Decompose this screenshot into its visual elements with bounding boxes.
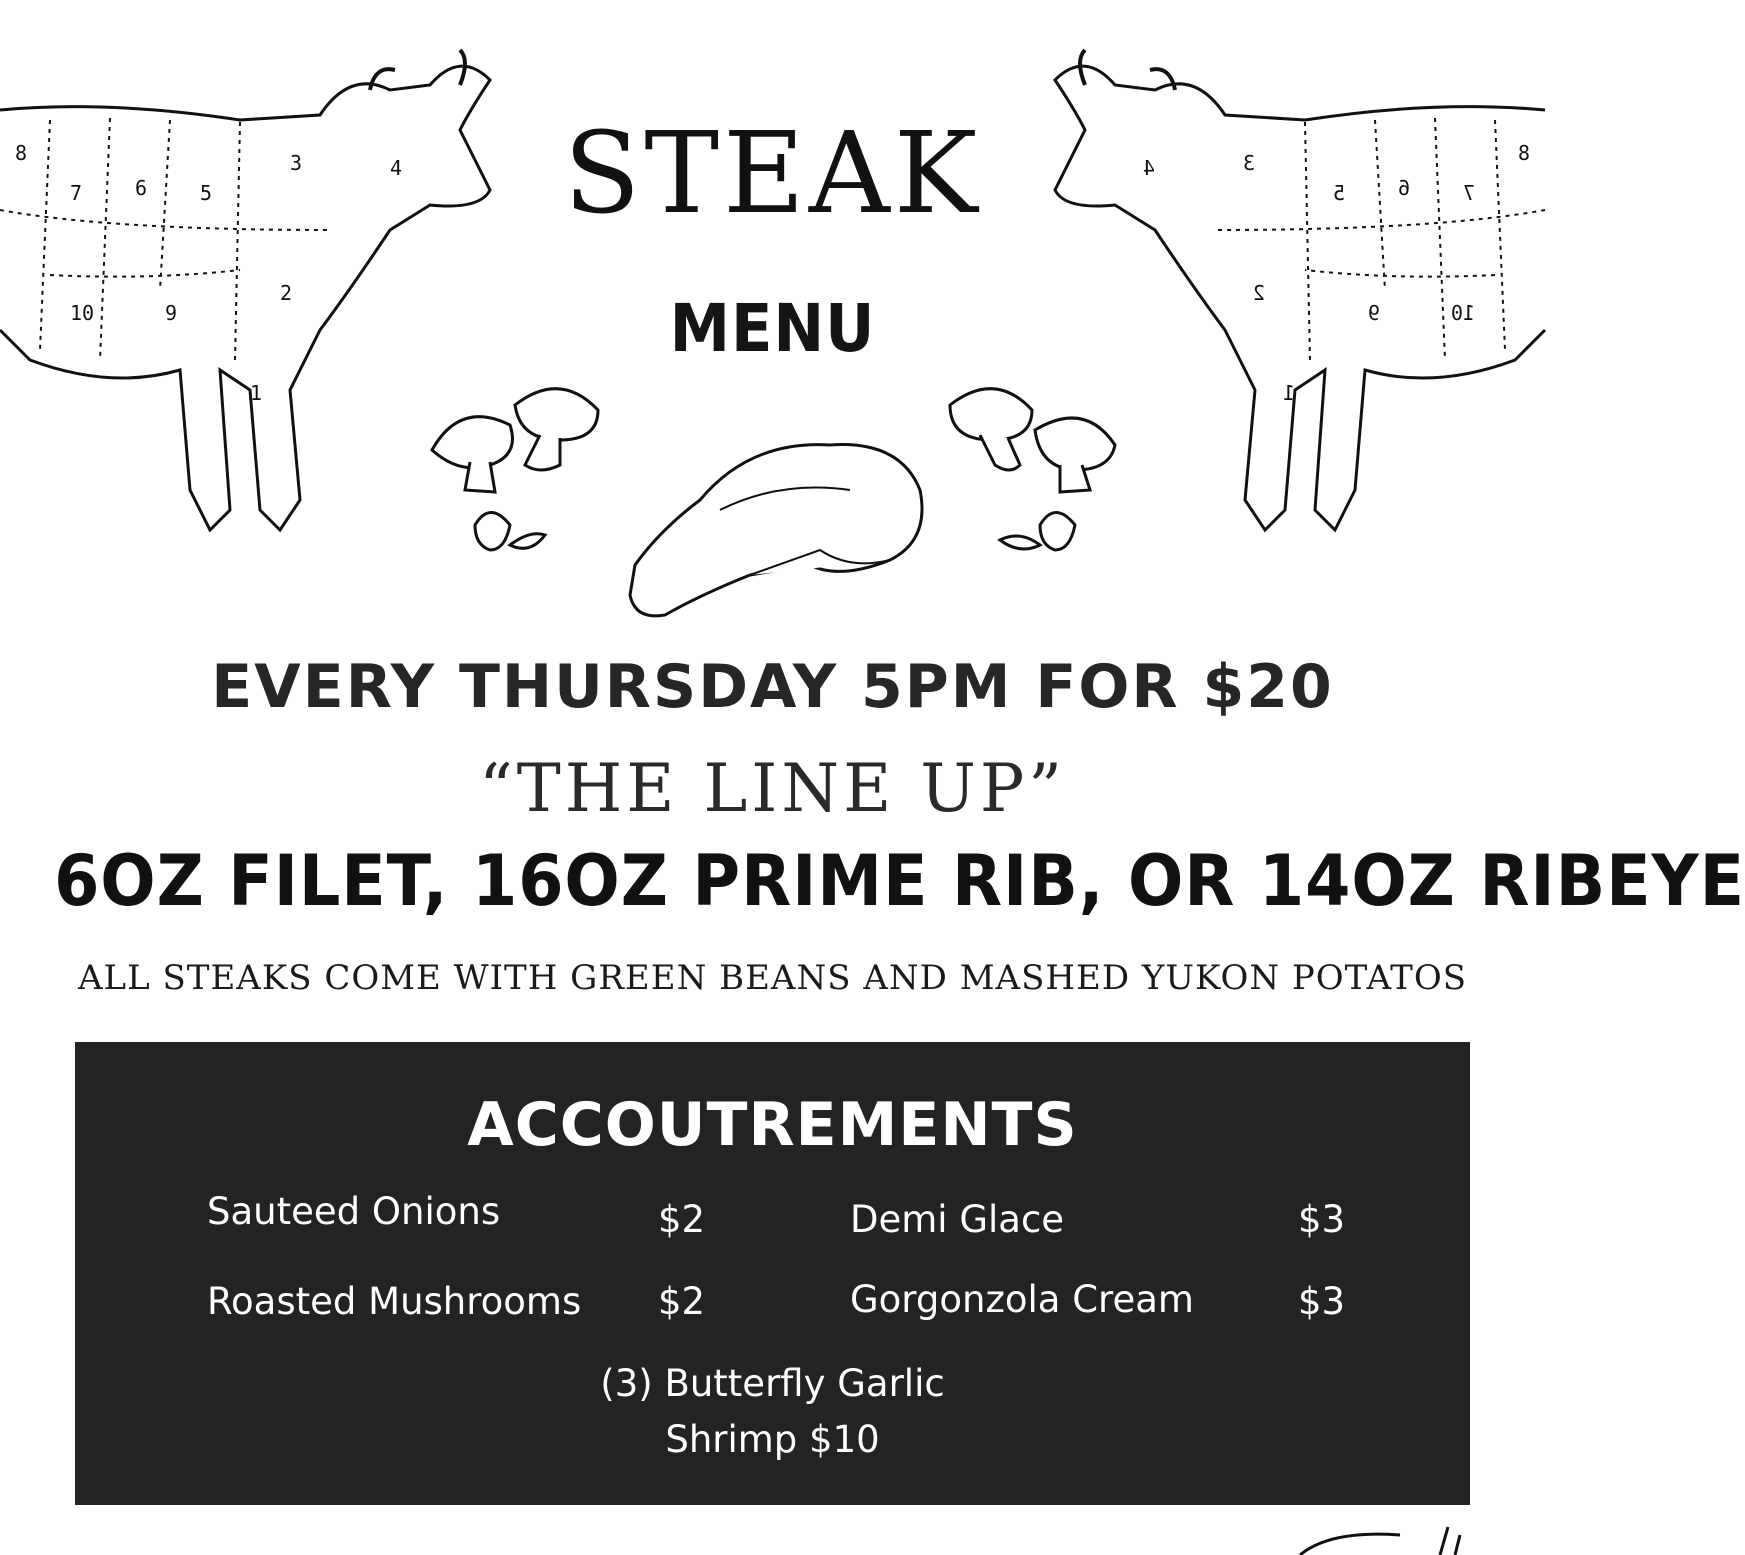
garlic-icon xyxy=(475,513,545,551)
menu-item-price: $2 xyxy=(658,1198,706,1241)
cut-number: 7 xyxy=(1462,181,1475,205)
cut-number: 3 xyxy=(290,151,303,175)
cut-number: 6 xyxy=(1397,176,1410,200)
cut-number: 4 xyxy=(1142,156,1155,180)
mushroom-icon xyxy=(432,417,513,492)
menu-item-price: $3 xyxy=(1298,1280,1346,1323)
mushroom-icon xyxy=(515,389,598,470)
cut-number: 8 xyxy=(15,141,28,165)
steak-icon xyxy=(630,445,922,616)
cut-number: 1 xyxy=(250,381,263,405)
cut-number: 9 xyxy=(1367,301,1380,325)
accoutrements-title: ACCOUTREMENTS xyxy=(467,1090,1078,1160)
mushroom-icon xyxy=(950,389,1032,470)
cut-number: 7 xyxy=(70,181,83,205)
menu-item-price: $2 xyxy=(658,1280,706,1323)
garlic-icon xyxy=(1000,513,1075,551)
menu-item-name: Roasted Mushrooms xyxy=(207,1280,582,1323)
cut-number: 6 xyxy=(135,176,148,200)
mushroom-icon xyxy=(1035,418,1115,492)
menu-item-name: Demi Glace xyxy=(850,1198,1065,1241)
cut-number: 5 xyxy=(1332,181,1345,205)
menu-item-name: Sauteed Onions xyxy=(207,1190,501,1233)
cut-number: 2 xyxy=(1252,281,1265,305)
page-title: STEAK xyxy=(563,109,982,239)
promo-schedule: EVERY THURSDAY 5PM FOR $20 xyxy=(211,652,1334,722)
cut-number: 1 xyxy=(1282,381,1295,405)
promo-steak-options: 6OZ FILET, 16OZ PRIME RIB, OR 14OZ RIBEYE xyxy=(54,840,1745,922)
cut-number: 5 xyxy=(200,181,213,205)
menu-item-name: Gorgonzola Cream xyxy=(850,1278,1194,1321)
steak-mushroom-illustration xyxy=(420,380,1130,630)
special-item-line1: (3) Butterfly Garlic xyxy=(600,1362,945,1405)
cut-number: 4 xyxy=(390,156,403,180)
footer-illustration xyxy=(1290,1525,1490,1555)
cut-number: 10 xyxy=(1450,301,1475,325)
cut-number: 3 xyxy=(1242,151,1255,175)
cut-number: 8 xyxy=(1517,141,1530,165)
page-subtitle: MENU xyxy=(669,290,876,367)
menu-item-price: $3 xyxy=(1298,1198,1346,1241)
special-item-line2: Shrimp $10 xyxy=(665,1418,880,1461)
cut-number: 2 xyxy=(280,281,293,305)
promo-name: “THE LINE UP” xyxy=(478,750,1067,827)
cut-number: 9 xyxy=(165,301,178,325)
promo-sides: ALL STEAKS COME WITH GREEN BEANS AND MASHED YUKON POTATOS xyxy=(77,958,1468,998)
accoutrements-panel xyxy=(75,1042,1470,1505)
cut-number: 10 xyxy=(70,301,95,325)
